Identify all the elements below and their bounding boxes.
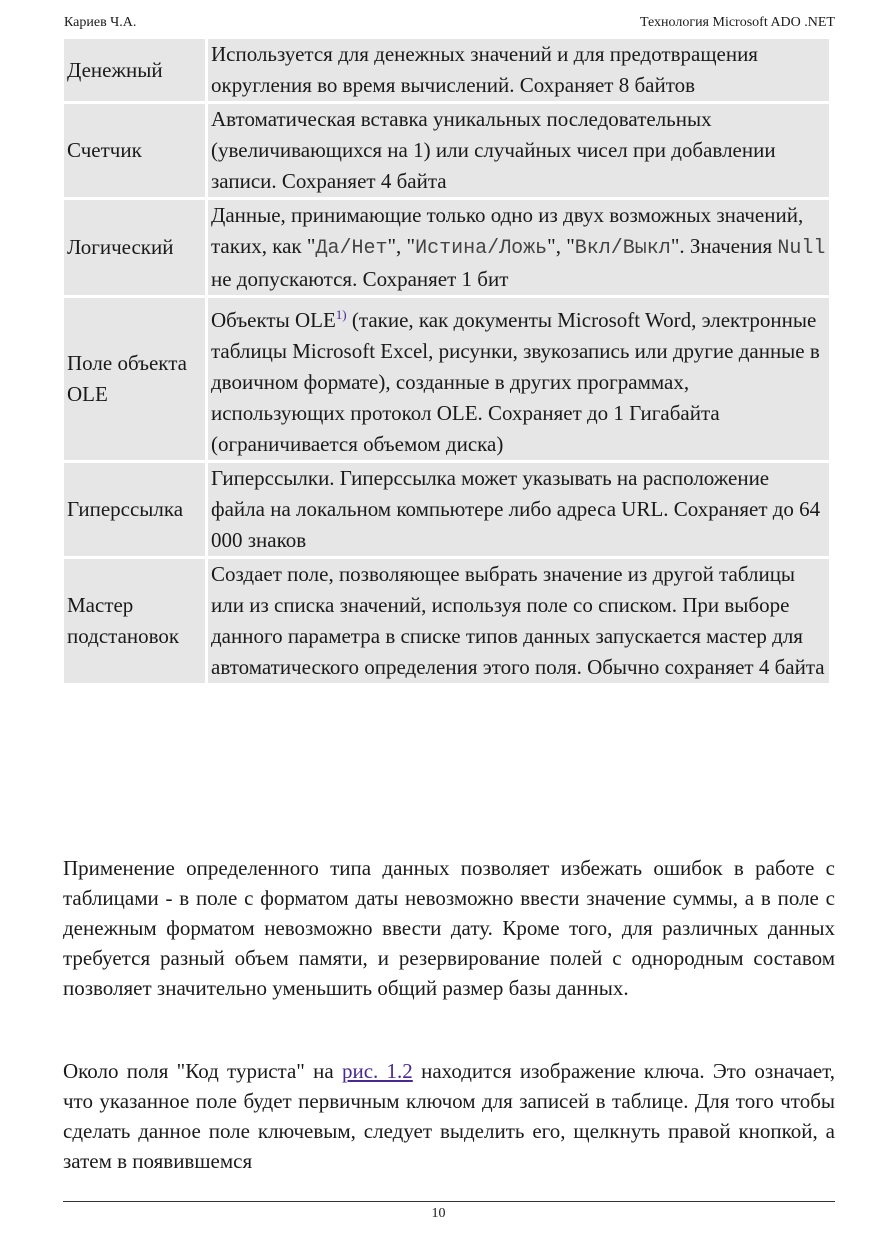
- code-value: Истина/Ложь: [415, 237, 548, 260]
- code-value: Да/Нет: [315, 237, 388, 260]
- type-description: Гиперссылки. Гиперссылка может указывать на расположение файла на локальном компьютере либо адреса URL. Сохраняет до 64 000 знаков: [208, 463, 829, 556]
- table-row: [64, 298, 829, 460]
- type-name: Логический: [64, 200, 205, 295]
- table-row: [64, 559, 829, 683]
- data-types-table: [61, 36, 832, 686]
- table-row: [64, 200, 829, 295]
- code-value: Вкл/Выкл: [574, 237, 671, 260]
- type-description: Автоматическая вставка уникальных последовательных (увеличивающихся на 1) или случайных чисел при добавлении записи. Сохраняет 4 байта: [208, 104, 829, 197]
- type-name: Поле объекта OLE: [64, 298, 205, 460]
- type-description: Объекты OLE$^{1)}$ (такие, как документы Microsoft Word, электронные таблицы Microsoft Excel, рисунки, звукозапись или другие данные в двоичном формате), созданные в других программах, использующих протокол OLE. Сохраняет до 1 Гигабайта (ограничивается объемом диска): [208, 298, 829, 460]
- type-name: Мастер подстановок: [64, 559, 205, 683]
- type-description: Данные, принимающие только одно из двух возможных значений, таких, как "Да/Нет", "Истина/Ложь", "Вкл/Выкл". Значения Null не допускаются. Сохраняет 1 бит: [208, 200, 829, 295]
- footnote-link[interactable]: 1): [335, 307, 347, 322]
- table-row: [64, 463, 829, 556]
- table-row: [64, 39, 829, 101]
- code-value: Null: [777, 237, 826, 260]
- type-description: Используется для денежных значений и для предотвращения округления во время вычислений. Сохраняет 8 байтов: [208, 39, 829, 101]
- type-name: Гиперссылка: [64, 463, 205, 556]
- type-description: Создает поле, позволяющее выбрать значение из другой таблицы или из списка значений, используя поле со списком. При выборе данного параметра в списке типов данных запускается мастер для автоматического определения этого поля. Обычно сохраняет 4 байта: [208, 559, 829, 683]
- footer-divider: [63, 1201, 835, 1202]
- body-paragraph: Около поля "Код туриста" на рис. 1.2 находится изображение ключа. Это означает, что указанное поле будет первичным ключом для записей в таблице. Для того чтобы сделать данное поле ключевым, следует выделить его, щелкнуть правой кнопкой, а затем в появившемся: [63, 1059, 836, 1173]
- type-name: Денежный: [64, 39, 205, 101]
- header-title: Технология Microsoft ADO .NET: [639, 15, 835, 30]
- page-header: [64, 15, 835, 35]
- body-paragraph: Применение определенного типа данных позволяет избежать ошибок в работе с таблицами - в поле с форматом даты невозможно ввести значение суммы, а в поле с денежным форматом невозможно ввести дату. Кроме того, для различных данных требуется разный объем памяти, и резервирование полей с однородным составом позволяет значительно уменьшить общий размер базы данных.: [63, 856, 835, 1000]
- figure-link[interactable]: рис. 1.2: [341, 1059, 413, 1083]
- table-row: [64, 104, 829, 197]
- page-number: 10: [431, 1206, 446, 1221]
- type-name: Счетчик: [64, 104, 205, 197]
- header-author: Кариев Ч.А.: [64, 15, 137, 30]
